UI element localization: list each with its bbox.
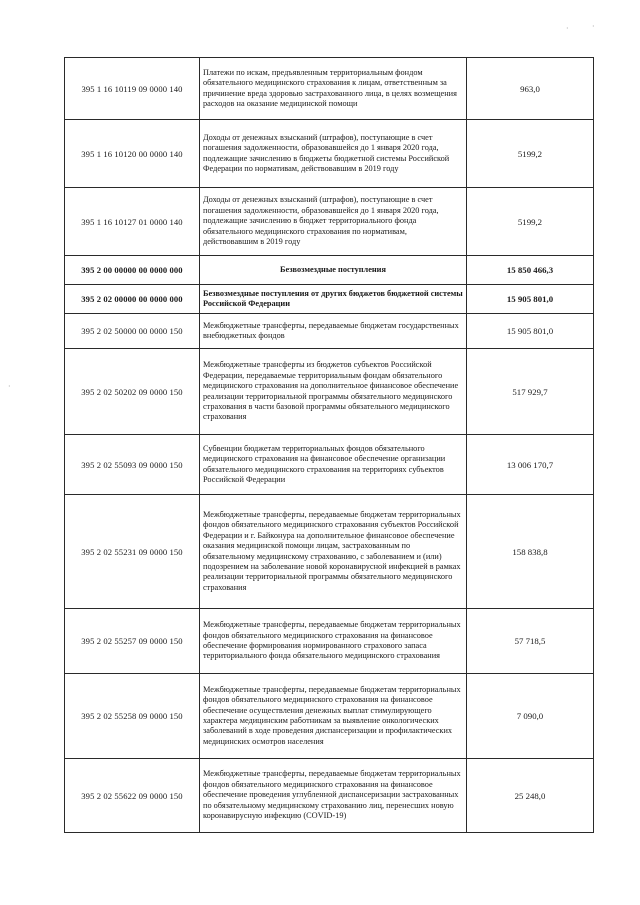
table-row: [65, 349, 594, 435]
revenue-amount: 57 718,5: [467, 609, 594, 674]
table-row: [65, 495, 594, 609]
revenue-amount: 15 850 466,3: [467, 256, 594, 285]
budget-code: 395 2 02 55231 09 0000 150: [65, 495, 200, 609]
table-row: [65, 314, 594, 349]
revenue-description: Межбюджетные трансферты, передаваемые бюджетам территориальных фондов обязательного медицинского страхования на финансовое обеспечение осуществления денежных выплат стимулирующего характера медицинским работникам за выявление онкологических заболеваний в ходе проведения диспансеризации и профилактических медицинских осмотров населения: [200, 674, 467, 759]
scan-speck: ·: [566, 24, 569, 33]
revenue-amount: 13 006 170,7: [467, 435, 594, 495]
revenue-description: Безвозмездные поступления: [200, 256, 467, 285]
revenue-description: Межбюджетные трансферты, передаваемые бюджетам территориальных фондов обязательного медицинского страхования субъектов Российской Федерации и г. Байконура на дополнительное финансовое обеспечение оказания медицинской помощи лицам, застрахованным по обязательному медицинскому страхованию, с заболеванием и (или) подозрением на заболевание новой коронавирусной инфекцией в рамках реализации территориальной программы обязательного медицинского страхования: [200, 495, 467, 609]
revenue-amount: 7 090,0: [467, 674, 594, 759]
revenue-description: Платежи по искам, предъявленным территориальным фондом обязательного медицинского страхования к лицам, ответственным за причинение вреда здоровью застрахованного лица, в целях возмещения расходов на оказание медицинской помощи: [200, 58, 467, 120]
revenue-amount: 963,0: [467, 58, 594, 120]
revenue-description: Безвозмездные поступления от других бюджетов бюджетной системы Российской Федерации: [200, 285, 467, 314]
budget-code: 395 2 02 00000 00 0000 000: [65, 285, 200, 314]
revenue-amount: 158 838,8: [467, 495, 594, 609]
table-row: [65, 188, 594, 256]
table-row: [65, 674, 594, 759]
revenue-description: Субвенции бюджетам территориальных фондов обязательного медицинского страхования на финансовое обеспечение организации обязательного медицинского страхования на территориях субъектов Российской Федерации: [200, 435, 467, 495]
budget-code: 395 2 02 50202 09 0000 150: [65, 349, 200, 435]
revenue-amount: 5199,2: [467, 120, 594, 188]
revenue-table: [64, 57, 594, 833]
table-row: [65, 435, 594, 495]
budget-code: 395 2 02 55093 09 0000 150: [65, 435, 200, 495]
revenue-amount: 517 929,7: [467, 349, 594, 435]
budget-code: 395 1 16 10120 00 0000 140: [65, 120, 200, 188]
revenue-description: Межбюджетные трансферты из бюджетов субъектов Российской Федерации, передаваемые территориальным фондам обязательного медицинского страхования на дополнительное финансовое обеспечение реализации территориальной программы обязательного медицинского страхования в части базовой программы обязательного медицинского страхования: [200, 349, 467, 435]
scan-speck: ·: [8, 382, 11, 391]
revenue-amount: 25 248,0: [467, 759, 594, 833]
table-row: [65, 759, 594, 833]
revenue-amount: 5199,2: [467, 188, 594, 256]
revenue-description: Межбюджетные трансферты, передаваемые бюджетам территориальных фондов обязательного медицинского страхования на финансовое обеспечение проведения углубленной диспансеризации застрахованных по обязательному медицинскому страхованию лиц, перенесших новую коронавирусную инфекцию (COVID-19): [200, 759, 467, 833]
revenue-description: Межбюджетные трансферты, передаваемые бюджетам государственных внебюджетных фондов: [200, 314, 467, 349]
table-row: [65, 120, 594, 188]
budget-code: 395 2 02 50000 00 0000 150: [65, 314, 200, 349]
scan-speck: ·: [592, 22, 595, 31]
revenue-description: Межбюджетные трансферты, передаваемые бюджетам территориальных фондов обязательного медицинского страхования на финансовое обеспечение формирования нормированного страхового запаса территориального фонда обязательного медицинского страхования: [200, 609, 467, 674]
budget-code: 395 2 02 55258 09 0000 150: [65, 674, 200, 759]
budget-code: 395 2 00 00000 00 0000 000: [65, 256, 200, 285]
revenue-description: Доходы от денежных взысканий (штрафов), поступающие в счет погашения задолженности, образовавшейся до 1 января 2020 года, подлежащие зачислению в бюджет территориального фонда обязательного медицинского страхования по нормативам, действовавшим в 2019 году: [200, 188, 467, 256]
table-row: [65, 609, 594, 674]
budget-code: 395 1 16 10127 01 0000 140: [65, 188, 200, 256]
revenue-description: Доходы от денежных взысканий (штрафов), поступающие в счет погашения задолженности, образовавшейся до 1 января 2020 года, подлежащие зачислению в бюджеты бюджетной системы Российской Федерации по нормативам, действовавшим в 2019 году: [200, 120, 467, 188]
table-row: [65, 58, 594, 120]
table-row: [65, 256, 594, 285]
budget-code: 395 1 16 10119 09 0000 140: [65, 58, 200, 120]
budget-code: 395 2 02 55622 09 0000 150: [65, 759, 200, 833]
table-row: [65, 285, 594, 314]
revenue-amount: 15 905 801,0: [467, 285, 594, 314]
revenue-amount: 15 905 801,0: [467, 314, 594, 349]
budget-code: 395 2 02 55257 09 0000 150: [65, 609, 200, 674]
